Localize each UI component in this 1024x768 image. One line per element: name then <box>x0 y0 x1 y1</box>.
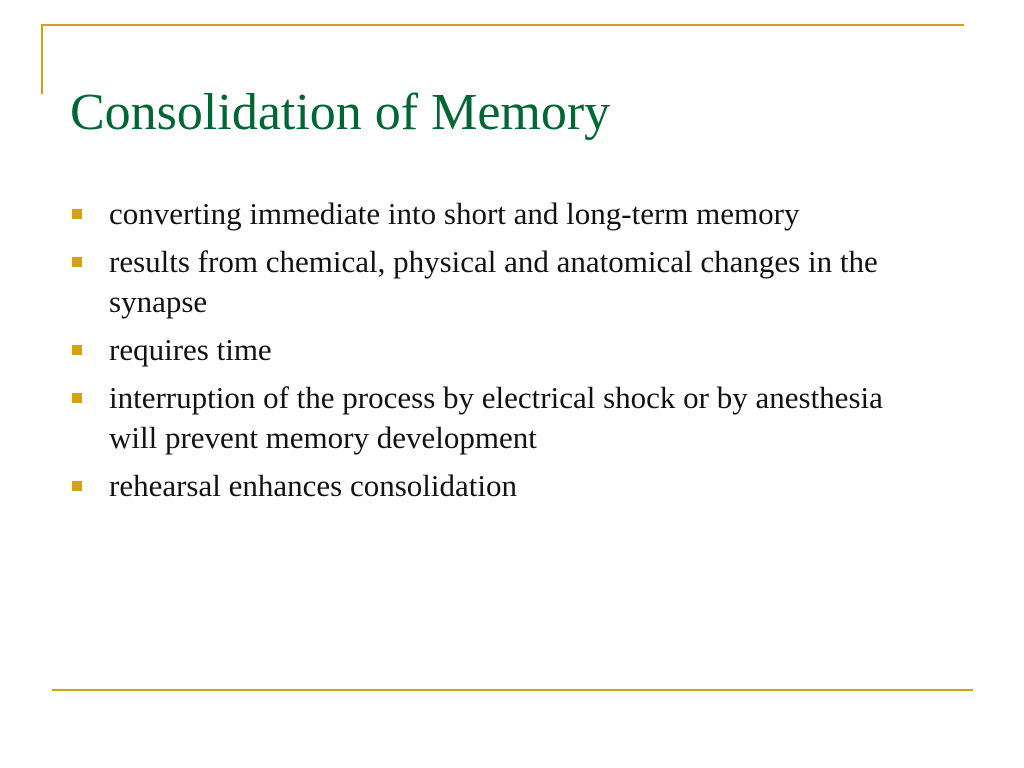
square-bullet-icon <box>72 209 82 219</box>
bullet-text: interruption of the process by electrical shock or by anesthesia will prevent memory development <box>109 380 883 455</box>
bullet-item <box>70 194 890 234</box>
square-bullet-icon <box>72 257 82 267</box>
square-bullet-icon <box>72 481 82 491</box>
bullet-text: converting immediate into short and long-term memory <box>109 196 800 231</box>
frame-top-line <box>41 24 964 26</box>
bullet-item <box>70 330 890 370</box>
bullet-text: rehearsal enhances consolidation <box>109 468 517 503</box>
frame-left-line <box>41 24 43 94</box>
slide-title: Consolidation of Memory <box>70 84 611 141</box>
bullet-item <box>70 242 890 322</box>
bullet-text: requires time <box>109 332 272 367</box>
bullet-text: results from chemical, physical and anatomical changes in the synapse <box>109 244 878 319</box>
frame-bottom-line <box>52 689 973 691</box>
square-bullet-icon <box>72 393 82 403</box>
square-bullet-icon <box>72 345 82 355</box>
bullet-item <box>70 466 890 506</box>
bullet-list <box>70 194 890 514</box>
bullet-item <box>70 378 890 458</box>
